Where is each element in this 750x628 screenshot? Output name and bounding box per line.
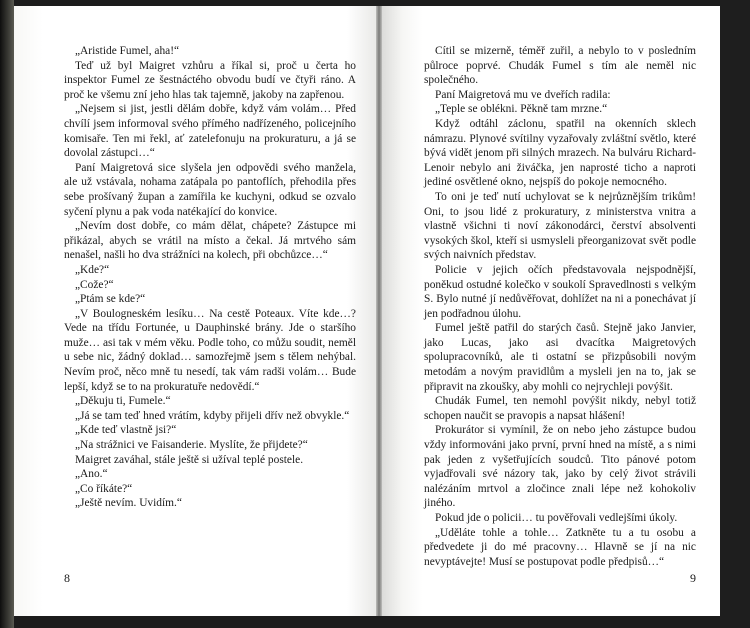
paragraph: „Ještě nevím. Uvidím.“ <box>75 497 182 510</box>
paragraph: „Ptám se kde?“ <box>75 293 146 306</box>
paragraph: Paní Maigretová sice slyšela jen odpovědi svého manžela, ale už vstávala, nohama zatápala po pantoflích, přehodila přes sebe prošívaný župan a zamířila ke kuchyni, odkud se ozvalo syčení plynu a pak voda natékající do konvice. <box>64 161 356 218</box>
paragraph: „Já se tam teď hned vrátím, kdyby přijeli dřív než obvykle.“ <box>75 409 350 422</box>
paragraph: Chudák Fumel, ten nemohl povýšit nikdy, nebyl totiž schopen naučit se pravopis a napsat hlášení! <box>424 395 696 422</box>
left-page <box>14 6 376 616</box>
paragraph: To oni je teď nutí uchylovat se k nejrůznějším trikům! Oni, to jsou lidé z prokuratury, z ministerstva vnitra a vlastně všichni ti noví zákonodárci, čerství absolventi vysokých škol, kteří si usmysleli přeorganizovat svět podle svých naivních představ. <box>424 190 696 262</box>
paragraph: „Na strážnici ve Faisanderie. Myslíte, že přijdete?“ <box>75 439 308 452</box>
page-number: 8 <box>64 571 70 585</box>
right-page <box>382 6 720 616</box>
page-number: 9 <box>690 571 696 585</box>
paragraph: Cítil se mizerně, téměř zuřil, a nebylo to v posledním půlroce poprvé. Chudák Fumel s tím ale neměl nic společného. <box>424 45 696 87</box>
paragraph: „Uděláte tohle a tohle… Zatkněte tu a tu osobu a předvedete ji do mé pracovny… Hlavně se jí na nic nevyptávejte! Musí se postupovat podle předpisů…“ <box>424 526 696 568</box>
paragraph: „Ano.“ <box>75 468 108 481</box>
paragraph: Fumel ještě patřil do starých časů. Stejně jako Janvier, jako Lucas, jako asi dvacítka Maigretových spolupracovníků, ale ti ostatní se přizpůsobili novým metodám a novým pravidlům a mysleli jen na to, jak se připravit na zkoušky, aby mohli co nejrychleji povýšit. <box>424 322 696 393</box>
paragraph: „Děkuju ti, Fumele.“ <box>75 395 171 408</box>
paragraph: Maigret zaváhal, stále ještě si užíval teplé postele. <box>75 453 304 466</box>
paragraph: Policie v jejich očích představovala nejspodnější, poněkud ostudné kolečko v soukolí Spravedlnosti s velkým S. Bylo nutné jí nedůvěřovat, dohlížet na ni a ponechávat jí jen podřadnou úlohu. <box>424 263 696 320</box>
right-page-text <box>424 44 696 569</box>
paragraph: Teď už byl Maigret vzhůru a říkal si, proč u čerta ho inspektor Fumel ze šestnáctého obvodu budí ve čtyři ráno. A proč ke všemu zní jeho hlas tak tajemně, jakoby na zapřenou. <box>64 59 356 101</box>
paragraph: „Aristide Fumel, aha!“ <box>75 45 180 57</box>
scan-edge <box>0 0 14 628</box>
paragraph: „Kde teď vlastně jsi?“ <box>75 424 177 437</box>
paragraph: „Teple se oblékni. Pěkně tam mrzne.“ <box>435 103 608 116</box>
paragraph: „Nejsem si jist, jestli dělám dobře, když vám volám… Před chvílí jsem informoval svého přímého nadřízeného, policejního komisaře. Ten mi řekl, ať zatelefonuju na prokuraturu, a já se dovolal zástupci…“ <box>64 103 356 160</box>
paragraph: „Cože?“ <box>75 278 114 291</box>
paragraph: Prokurátor si vymínil, že on nebo jeho zástupce budou vždy informováni jako první, první hned na místě, a s nimi pak jeden z vyšetřujících soudců. Tito pánové potom vyjadřovali své názory tak, jako by celý život strávili nalézáním mrtvol a zločince znali lépe než kohokoliv jiného. <box>424 424 696 510</box>
left-page-text <box>64 44 356 511</box>
paragraph: Paní Maigretová mu ve dveřích radila: <box>435 88 611 101</box>
book-cover-edge <box>720 0 750 628</box>
paragraph: Když odtáhl záclonu, spatřil na okenních sklech námrazu. Plynové svítilny vyzařovaly zvláštní světlo, které bývá vidět jenom při silných mrazech. Na bulváru Richard-Lenoir nebylo ani živáčka, jen naprosté ticho a naproti jediné osvětlené okno, nejspíš do pokoje nemocného. <box>424 117 696 189</box>
paragraph: „Kde?“ <box>75 263 110 276</box>
paragraph: „Co říkáte?“ <box>75 482 133 495</box>
paragraph: Pokud jde o policii… tu pověřovali vedlejšími úkoly. <box>435 512 678 524</box>
paragraph: „Nevím dost dobře, co mám dělat, chápete? Zástupce mi přikázal, abych se vrátil na místo a čekal. Já mrtvého sám nenašel, našli ho dva strážníci na kolech, při obchůzce…“ <box>64 220 356 262</box>
paragraph: „V Boulogneském lesíku… Na cestě Poteaux. Víte kde…? Vede na třídu Fortunée, u Dauphinské brány. Jde o staršího muže… asi tak v mém věku. Podle toho, co můžu soudit, neměl u sebe nic, žádný doklad… samozřejmě jsem s tělem nehýbal. Nevím proč, něco mně tu nesedí, tak vám radši volám… Bude lepší, když se to na prokuratuře nedovědí.“ <box>64 307 356 393</box>
